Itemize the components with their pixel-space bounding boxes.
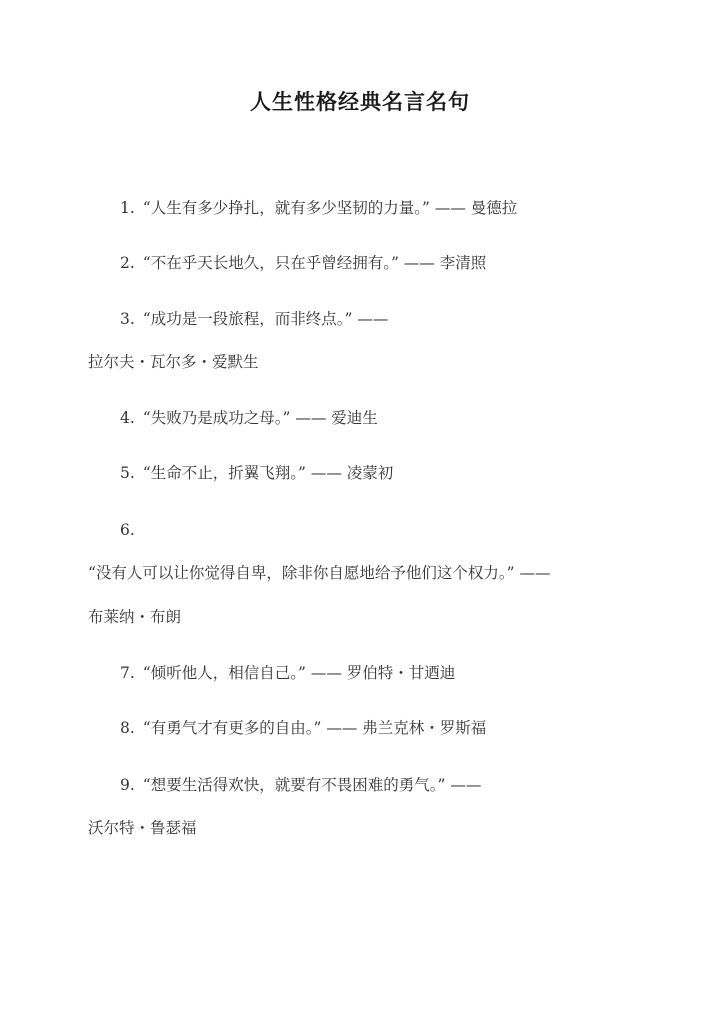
quote-6-author: 布莱纳・布朗 (88, 608, 182, 626)
quote-3 (120, 309, 388, 329)
quote-number: 6. (120, 521, 135, 539)
quote-text: “人生有多少挣扎，就有多少坚韧的力量。” —— 曼德拉 (142, 199, 518, 217)
quote-number: 9. (120, 776, 135, 794)
quote-text: “倾听他人，相信自己。” —— 罗伯特・甘迺迪 (142, 664, 456, 682)
quote-6 (120, 520, 143, 540)
quote-text: “成功是一段旅程，而非终点。” —— (142, 310, 389, 328)
quote-number: 1. (120, 199, 135, 217)
document-title: 人生性格经典名言名句 (250, 89, 470, 114)
quote-8 (120, 718, 486, 738)
quote-text: “失败乃是成功之母。” —— 爱迪生 (142, 409, 378, 427)
quote-text: “有勇气才有更多的自由。” —— 弗兰克林・罗斯福 (142, 719, 487, 737)
quote-number: 2. (120, 254, 135, 272)
quote-5 (120, 463, 393, 483)
quote-text: “想要生活得欢快，就要有不畏困难的勇气。” —— (142, 776, 482, 794)
quote-text: “不在乎天长地久，只在乎曾经拥有。” —— 李清照 (142, 254, 487, 272)
quote-number: 8. (120, 719, 135, 737)
quote-number: 5. (120, 464, 135, 482)
quote-7 (120, 663, 455, 683)
quote-2 (120, 253, 486, 273)
quote-9-author: 沃尔特・鲁瑟福 (88, 819, 197, 837)
quote-6-text: “没有人可以让你觉得自卑，除非你自愿地给予他们这个权力。” —— (88, 564, 551, 582)
quote-text: “生命不止，折翼飞翔。” —— 凌蒙初 (142, 464, 394, 482)
quote-9 (120, 775, 481, 795)
quote-number: 4. (120, 409, 135, 427)
quote-number: 7. (120, 664, 135, 682)
quote-4 (120, 408, 378, 428)
quote-number: 3. (120, 310, 135, 328)
quote-3-author: 拉尔夫・瓦尔多・爱默生 (88, 353, 259, 371)
quote-1 (120, 198, 517, 218)
